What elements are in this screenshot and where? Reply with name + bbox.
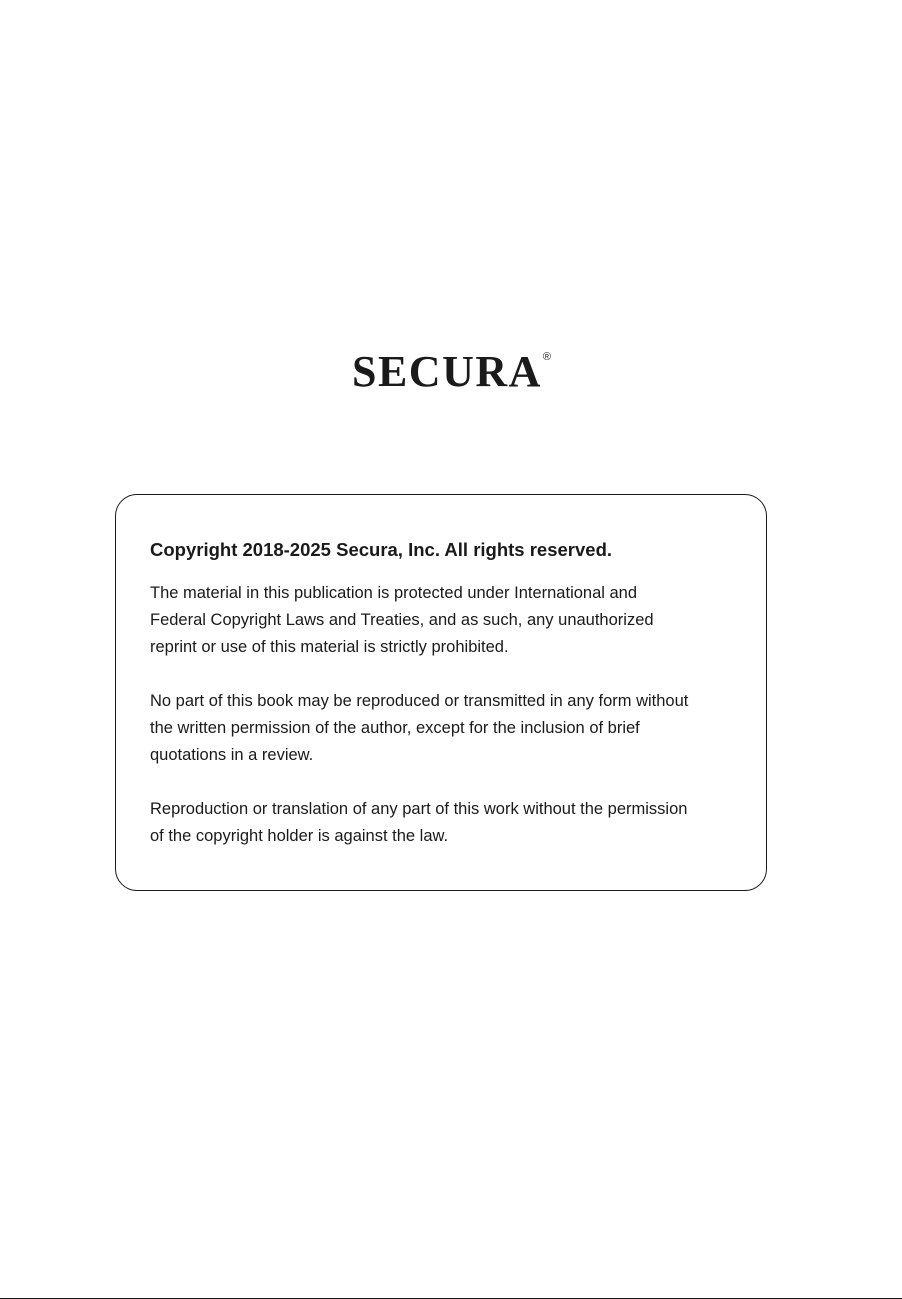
copyright-notice-box xyxy=(115,494,767,891)
paragraph-line: No part of this book may be reproduced or transmitted in any form without xyxy=(150,692,689,711)
copyright-paragraph-protection xyxy=(150,580,732,661)
paragraph-line: Federal Copyright Laws and Treaties, and as such, any unauthorized xyxy=(150,611,654,630)
registered-trademark-mark: ® xyxy=(542,351,552,363)
paragraph-line: the written permission of the author, except for the inclusion of brief xyxy=(150,719,640,738)
paragraph-line: reprint or use of this material is strictly prohibited. xyxy=(150,638,509,657)
paragraph-line: of the copyright holder is against the law. xyxy=(150,827,449,846)
paragraph-line: The material in this publication is protected under International and xyxy=(150,584,638,603)
paragraph-line: quotations in a review. xyxy=(150,746,314,765)
copyright-paragraph-reproduction xyxy=(150,688,732,769)
secura-logo xyxy=(0,347,902,396)
logo-text: SECURA xyxy=(351,347,542,396)
copyright-paragraph-translation xyxy=(150,796,732,850)
copyright-title: Copyright 2018-2025 Secura, Inc. All rights reserved. xyxy=(150,539,613,560)
paragraph-line: Reproduction or translation of any part of this work without the permission xyxy=(150,800,688,819)
